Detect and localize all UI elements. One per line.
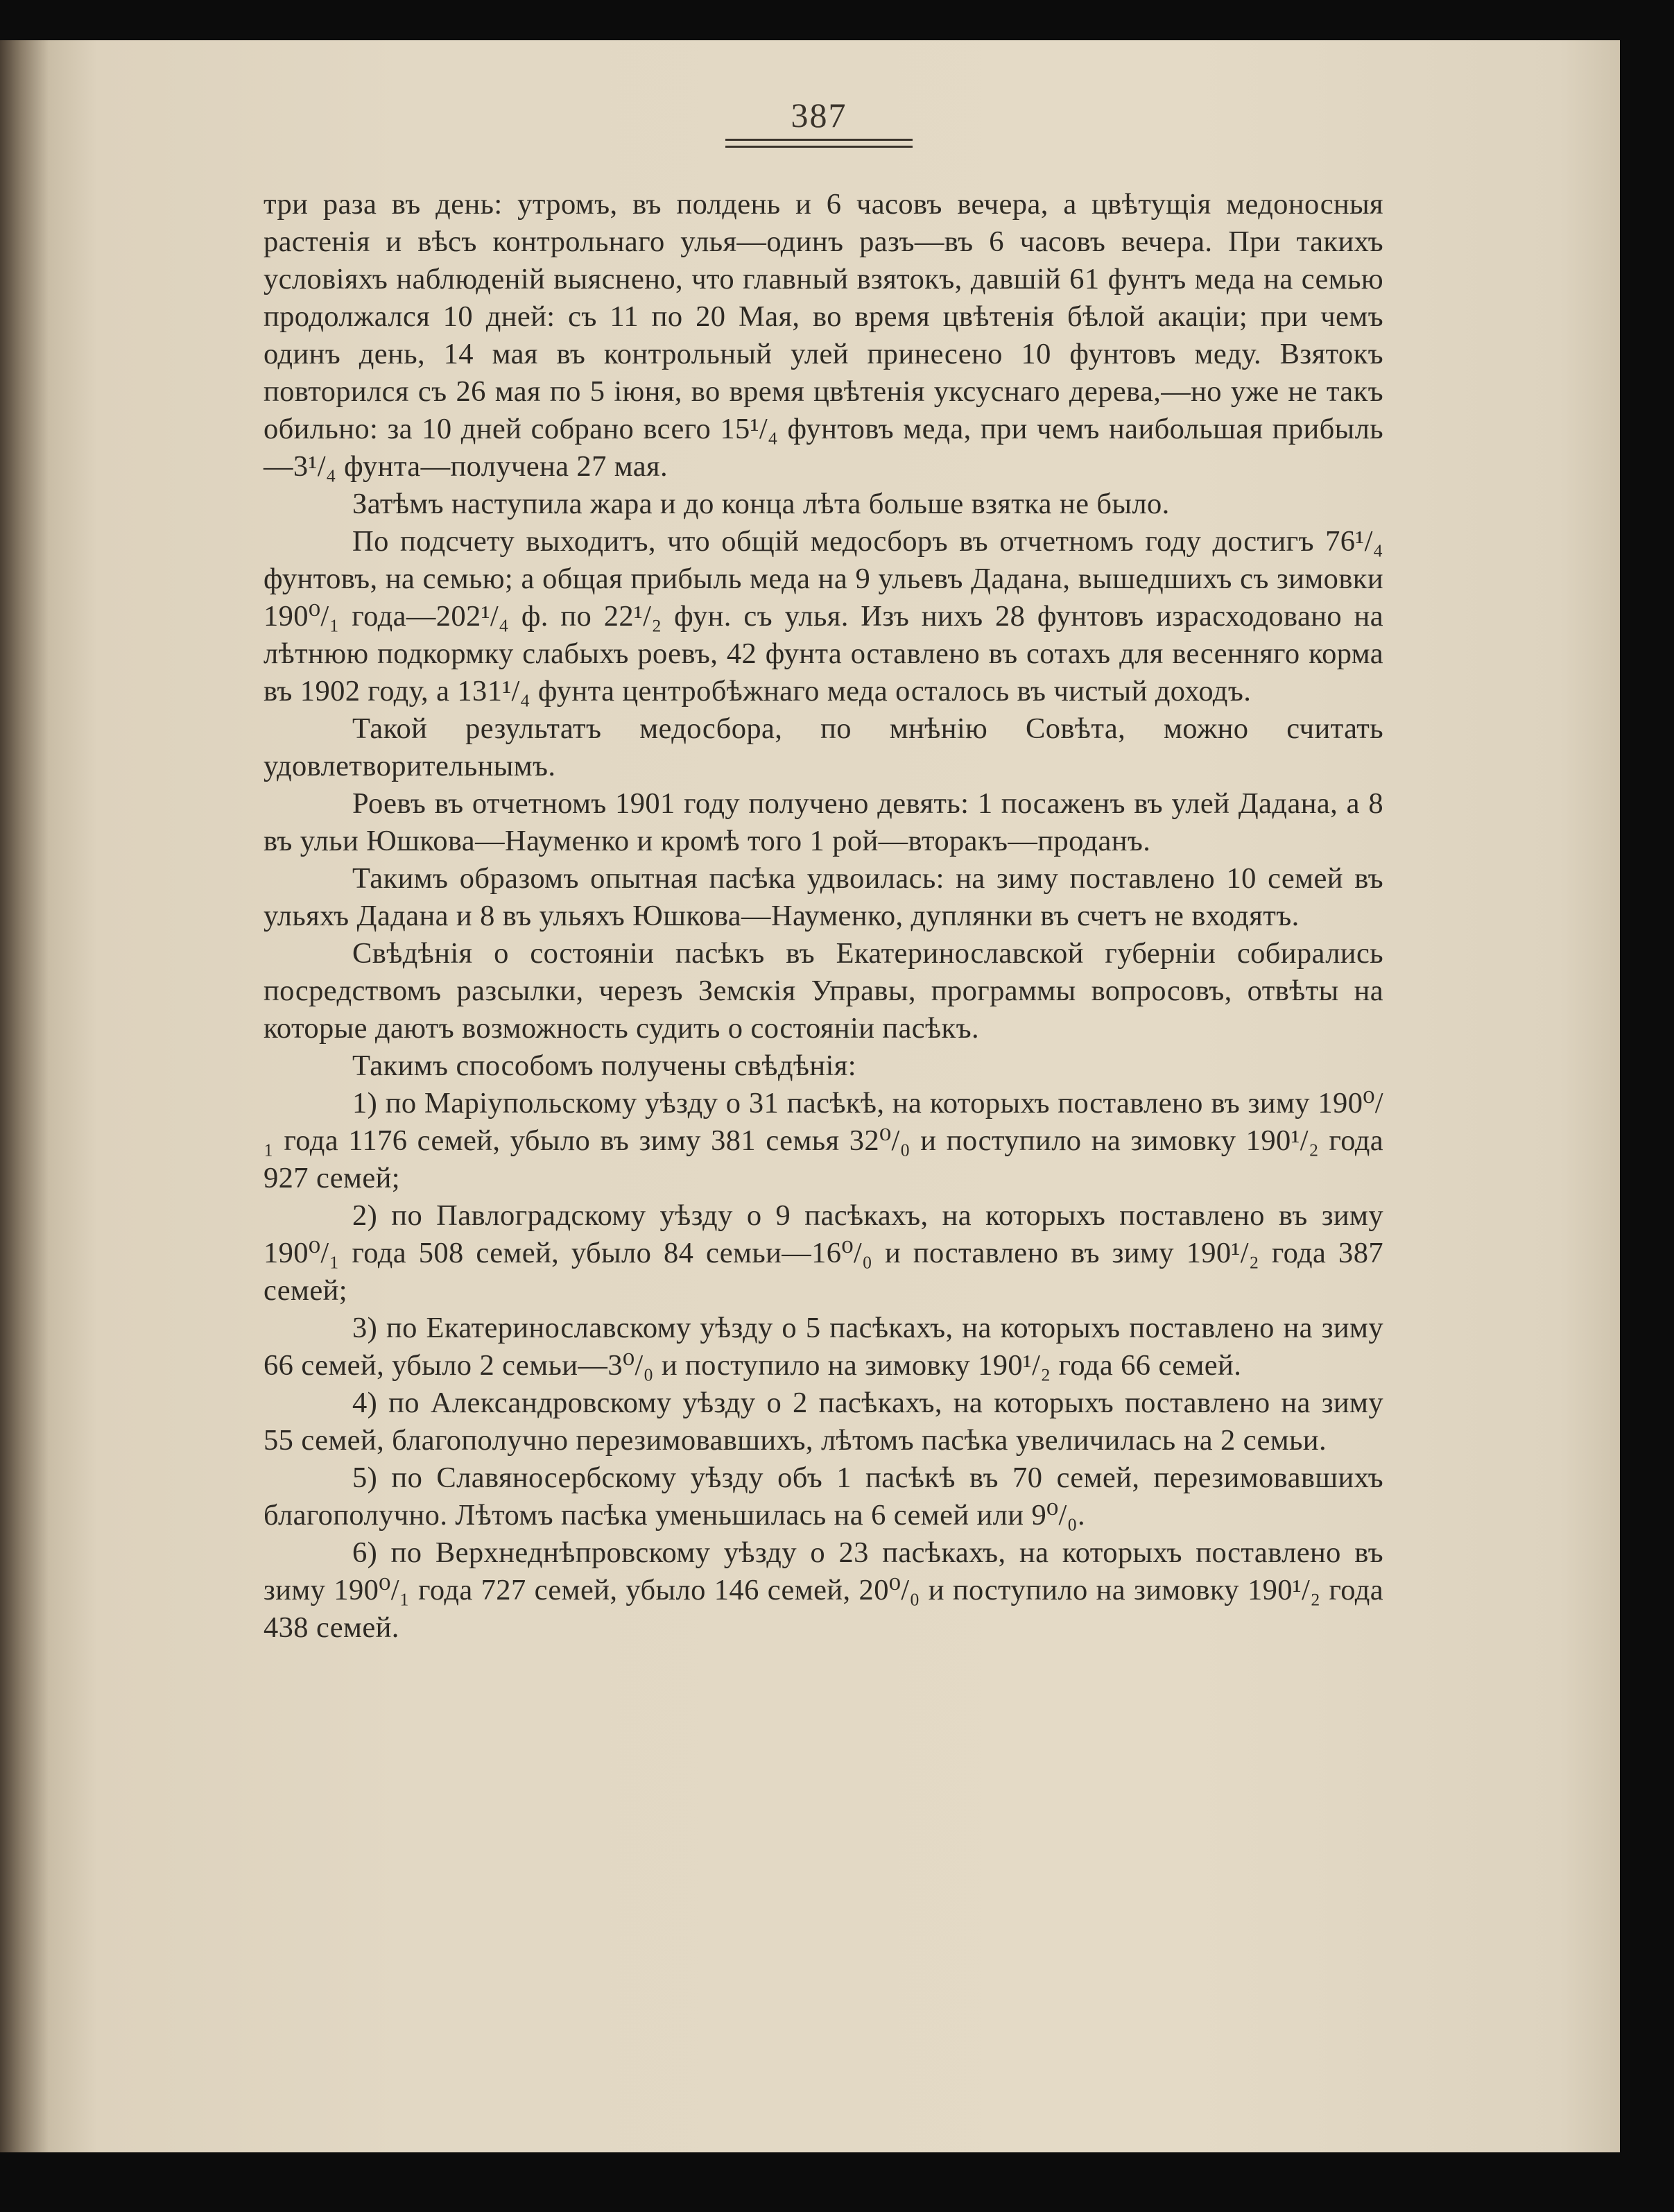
book-page <box>0 40 1620 2152</box>
paragraph-3: По подсчету выходитъ, что общій медосборъ въ отчетномъ году достигъ 76¹/₄ фунтовъ, на семью; а общая прибыль меда на 9 ульевъ Дадана, вышедшихъ съ зимовки 190⁰/₁ года—202¹/₄ ф. по 22¹/₂ фун. съ улья. Изъ нихъ 28 фунтовъ израсходовано на лѣтнюю подкормку слабыхъ роевъ, 42 фунта оставлено въ сотахъ для весенняго корма въ 1902 году, а 131¹/₄ фунта центробѣжнаго меда осталось въ чистый доходъ. <box>264 525 1383 708</box>
list-item-6: 6) по Верхнеднѣпровскому уѣзду о 23 пасѣкахъ, на которыхъ поставлено въ зиму 190⁰/₁ года 727 семей, убыло 146 семей, 20⁰/₀ и поступило на зимовку 190¹/₂ года 438 семей. <box>264 1536 1383 1644</box>
paragraph-5: Роевъ въ отчетномъ 1901 году получено девять: 1 посаженъ въ улей Дадана, а 8 въ ульи Юшкова—Науменко и кромѣ того 1 рой—вторакъ—проданъ. <box>264 787 1383 857</box>
paragraph-7: Свѣдѣнія о состояніи пасѣкъ въ Екатеринославской губерніи собирались посредствомъ разсылки, черезъ Земскія Управы, программы вопросовъ, отвѣты на которые даютъ возможность судить о состояніи пасѣкъ. <box>264 937 1383 1045</box>
list-item-2: 2) по Павлоградскому уѣзду о 9 пасѣкахъ, на которыхъ поставлено въ зиму 190⁰/₁ года 508 семей, убыло 84 семьи—16⁰/₀ и поставлено въ зиму 190¹/₂ года 387 семей; <box>264 1199 1383 1307</box>
paragraph-1: три раза въ день: утромъ, въ полдень и 6 часовъ вечера, а цвѣтущія медоносныя растенія и вѣсъ контрольнаго улья—одинъ разъ—въ 6 часовъ вечера. При такихъ условіяхъ наблюденій выяснено, что главный взятокъ, давшій 61 фунтъ меда на семью продолжался 10 дней: съ 11 по 20 Мая, во время цвѣтенія бѣлой акаціи; при чемъ одинъ день, 14 мая въ контрольный улей принесено 10 фунтовъ меду. Взятокъ повторился съ 26 мая по 5 іюня, во время цвѣтенія уксуснаго дерева,—но уже не такъ обильно: за 10 дней собрано всего 15¹/₄ фунтовъ меда, при чемъ наибольшая прибыль—3¹/₄ фунта—получена 27 мая. <box>264 188 1383 483</box>
header-rule <box>725 146 913 148</box>
header-rule <box>725 139 913 141</box>
paragraph-6: Такимъ образомъ опытная пасѣка удвоилась: на зиму поставлено 10 семей въ ульяхъ Дадана и 8 въ ульяхъ Юшкова—Науменко, дуплянки въ счетъ не входятъ. <box>264 862 1383 932</box>
body-text <box>264 186 1383 1647</box>
list-item-3: 3) по Екатеринославскому уѣзду о 5 пасѣкахъ, на которыхъ поставлено на зиму 66 семей, убыло 2 семьи—3⁰/₀ и поступило на зимовку 190¹/₂ года 66 семей. <box>264 1312 1383 1382</box>
list-item-4: 4) по Александровскому уѣзду о 2 пасѣкахъ, на которыхъ поставлено на зиму 55 семей, благополучно перезимовавшихъ, лѣтомъ пасѣка увеличилась на 2 семьи. <box>264 1387 1383 1457</box>
paragraph-2: Затѣмъ наступила жара и до конца лѣта больше взятка не было. <box>352 488 1170 520</box>
list-item-1: 1) по Маріупольскому уѣзду о 31 пасѣкѣ, на которыхъ поставлено въ зиму 190⁰/₁ года 1176 семей, убыло въ зиму 381 семья 32⁰/₀ и поступило на зимовку 190¹/₂ года 927 семей; <box>264 1087 1383 1194</box>
paragraph-8: Такимъ способомъ получены свѣдѣнія: <box>352 1049 856 1082</box>
list-item-5: 5) по Славяносербскому уѣзду объ 1 пасѣкѣ въ 70 семей, перезимовавшихъ благополучно. Лѣтомъ пасѣка уменьшилась на 6 семей или 9⁰/₀. <box>264 1461 1383 1532</box>
page-header <box>725 94 913 148</box>
paragraph-4: Такой результатъ медосбора, по мнѣнію Совѣта, можно считать удовлетворительнымъ. <box>264 712 1383 782</box>
page-number: 387 <box>791 96 847 135</box>
